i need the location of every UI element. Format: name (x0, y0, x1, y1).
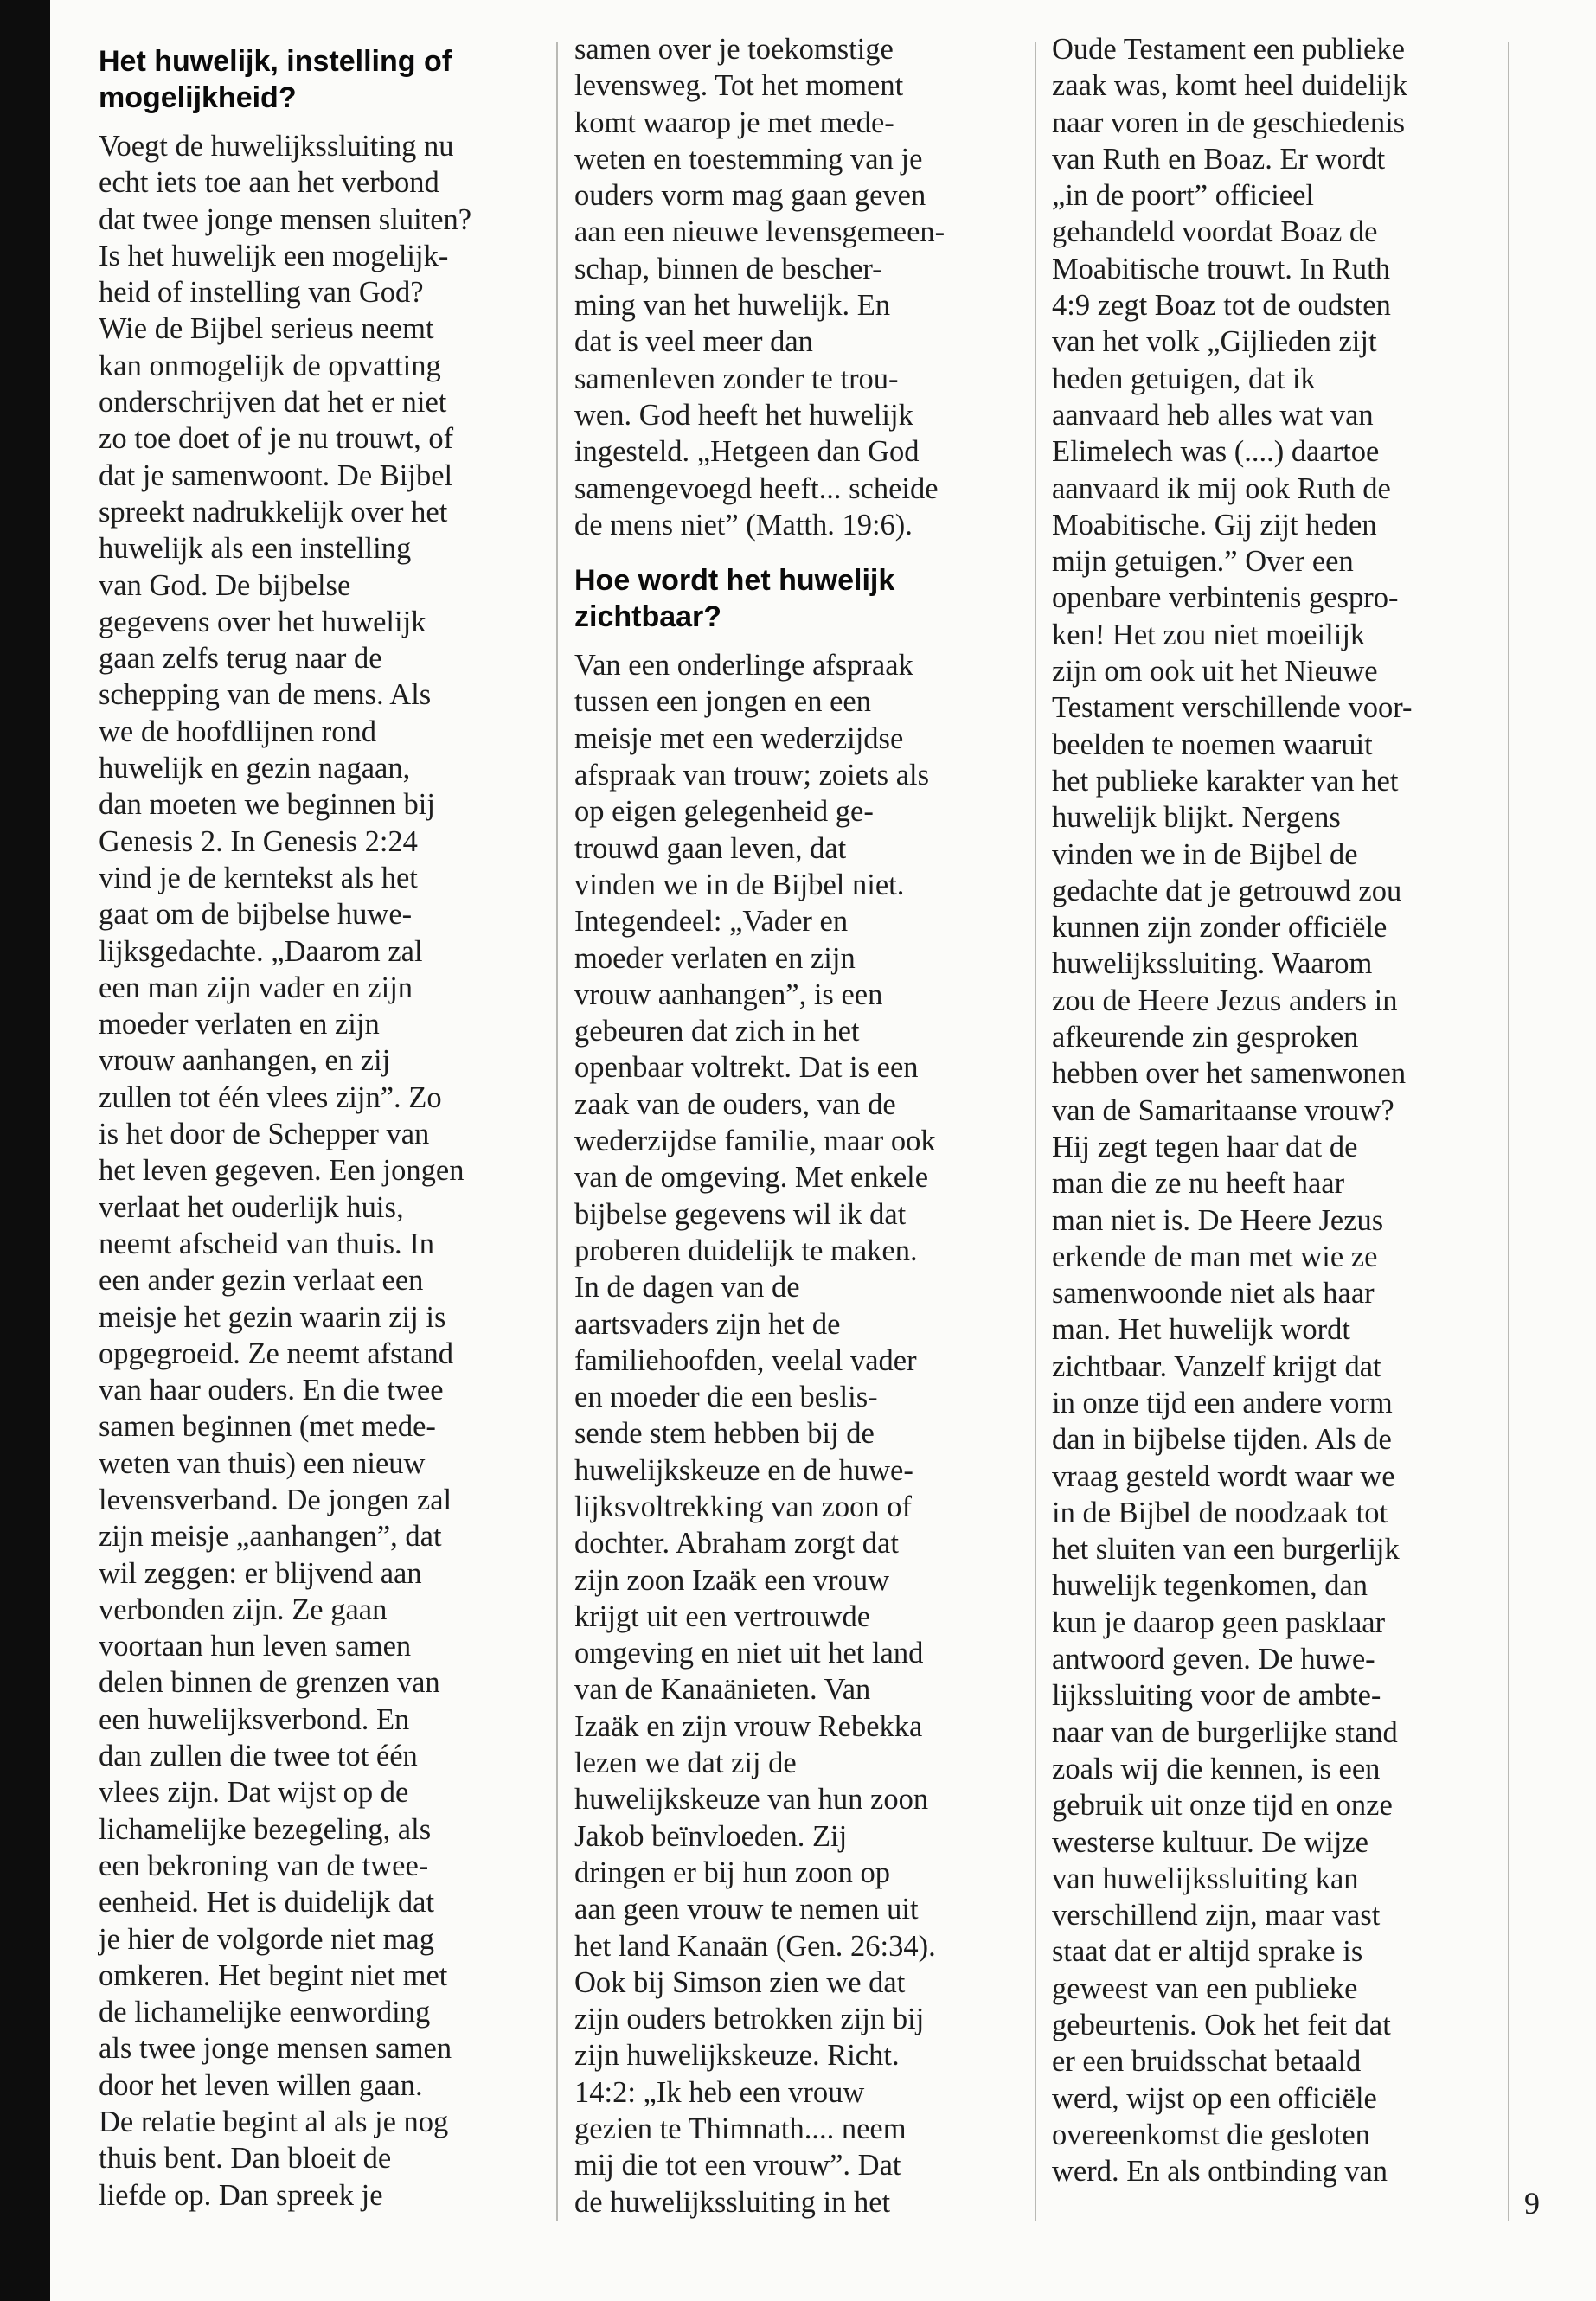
text-line: antwoord geven. De huwe- (1052, 1643, 1375, 1676)
text-line: als twee jonge mensen samen (99, 2032, 452, 2066)
text-line: in de Bijbel de noodzaak tot (1052, 1496, 1388, 1529)
text-line: huwelijkskeuze en de huwe- (574, 1453, 913, 1487)
text-line: tussen een jongen en een (574, 685, 871, 719)
text-line: westerse kultuur. De wijze (1052, 1825, 1368, 1859)
column-divider (1508, 42, 1509, 2221)
text-line: kun je daarop geen pasklaar (1052, 1606, 1386, 1639)
text-line: Genesis 2. In Genesis 2:24 (99, 824, 418, 858)
text-column-2 (574, 31, 1024, 2221)
text-line: De relatie begint al als je nog (99, 2106, 449, 2139)
text-line: naar voren in de geschiedenis (1052, 106, 1406, 139)
text-line: delen binnen de grenzen van (99, 1666, 440, 1700)
text-line: hebben over het samenwonen (1052, 1057, 1407, 1091)
text-line: ingesteld. „Hetgeen dan God (574, 435, 920, 469)
text-line: erkende de man met wie ze (1052, 1240, 1378, 1273)
text-line: zullen tot één vlees zijn”. Zo (99, 1080, 442, 1114)
text-line: de huwelijkssluiting in het (574, 2185, 891, 2219)
text-line: geweest van een publieke (1052, 1971, 1358, 2005)
text-line: van het volk „Gijlieden zijt (1052, 325, 1377, 359)
text-line: weten en toestemming van je (574, 142, 923, 176)
text-line: 14:2: „Ik heb een vrouw (574, 2075, 865, 2109)
text-line: zou de Heere Jezus anders in (1052, 984, 1398, 1017)
text-line: dat is veel meer dan (574, 325, 813, 359)
text-line: vinden we in de Bijbel de (1052, 837, 1358, 871)
text-line: Is het huwelijk een mogelijk- (99, 239, 449, 272)
text-line: van de omgeving. Met enkele (574, 1161, 929, 1195)
text-line: zijn meisje „aanhangen”, dat (99, 1520, 442, 1554)
text-line: huwelijk als een instelling (99, 532, 412, 566)
text-column-3 (1052, 31, 1502, 2190)
text-line: echt iets toe aan het verbond (99, 166, 439, 200)
text-line: levensverband. De jongen zal (99, 1483, 452, 1516)
text-line: werd. En als ontbinding van (1052, 2155, 1388, 2189)
text-line: in onze tijd een andere vorm (1052, 1386, 1393, 1420)
heading-line: Het huwelijk, instelling of (99, 45, 452, 78)
text-line: man niet is. De Heere Jezus (1052, 1203, 1384, 1237)
text-line: gaan zelfs terug naar de (99, 642, 382, 676)
text-line: staat dat er altijd sprake is (1052, 1935, 1363, 1969)
section-heading (99, 43, 548, 116)
text-line: naar van de burgerlijke stand (1052, 1715, 1398, 1749)
text-line: een man zijn vader en zijn (99, 971, 413, 1004)
text-line: omgeving en niet uit het land (574, 1637, 924, 1670)
body-text (99, 128, 548, 2214)
text-line: wederzijdse familie, maar ook (574, 1125, 936, 1158)
text-line: proberen duidelijk te maken. (574, 1234, 918, 1267)
text-line: In de dagen van de (574, 1271, 800, 1304)
text-line: Oude Testament een publieke (1052, 33, 1405, 66)
text-line: gezien te Thimnath.... neem (574, 2112, 907, 2146)
text-line: vrouw aanhangen, en zij (99, 1044, 391, 1078)
text-line: van Ruth en Boaz. Er wordt (1052, 142, 1386, 176)
page-number: 9 (1524, 2186, 1540, 2221)
column-divider (556, 42, 558, 2221)
text-line: van de Kanaänieten. Van (574, 1673, 871, 1707)
text-line: het leven gegeven. Een jongen (99, 1154, 465, 1188)
text-line: ken! Het zou niet moeilijk (1052, 618, 1366, 651)
text-line: van God. De bijbelse (99, 568, 351, 602)
text-line: meisje met een wederzijdse (574, 721, 904, 755)
text-line: eenheid. Het is duidelijk dat (99, 1886, 435, 1920)
text-line: de lichamelijke eenwording (99, 1996, 431, 2029)
text-line: gaat om de bijbelse huwe- (99, 898, 413, 932)
text-line: overeenkomst die gesloten (1052, 2118, 1370, 2151)
body-text (574, 647, 1024, 2221)
text-line: samenleven zonder te trou- (574, 362, 899, 395)
text-line: dochter. Abraham zorgt dat (574, 1527, 899, 1561)
text-line: huwelijkskeuze van hun zoon (574, 1783, 929, 1817)
column-divider (1035, 42, 1036, 2221)
text-line: wen. God heeft het huwelijk (574, 398, 913, 432)
text-line: op eigen gelegenheid ge- (574, 795, 874, 829)
text-line: Van een onderlinge afspraak (574, 649, 913, 683)
text-line: schepping van de mens. Als (99, 678, 432, 712)
text-line: verbonden zijn. Ze gaan (99, 1593, 388, 1626)
text-line: vlees zijn. Dat wijst op de (99, 1776, 409, 1810)
text-line: lijksvoltrekking van zoon of (574, 1490, 912, 1523)
heading-line: Hoe wordt het huwelijk (574, 564, 895, 598)
text-line: mij die tot een vrouw”. Dat (574, 2149, 901, 2182)
text-line: het land Kanaän (Gen. 26:34). (574, 1929, 936, 1963)
text-line: vraag gesteld wordt waar we (1052, 1459, 1395, 1493)
text-line: zijn zoon Izaäk een vrouw (574, 1563, 890, 1597)
text-line: gegevens over het huwelijk (99, 605, 426, 638)
text-line: heden getuigen, dat ik (1052, 362, 1316, 395)
text-line: thuis bent. Dan bloeit de (99, 2142, 392, 2176)
text-line: liefde op. Dan spreek je (99, 2178, 383, 2212)
text-line: zijn ouders betrokken zijn bij (574, 2003, 925, 2036)
text-line: zichtbaar. Vanzelf krijgt dat (1052, 1349, 1381, 1383)
text-line: samen over je toekomstige (574, 33, 894, 66)
text-line: wil zeggen: er blijvend aan (99, 1556, 422, 1590)
section-heading (574, 562, 1024, 635)
text-line: schap, binnen de bescher- (574, 252, 882, 285)
text-line: onderschrijven dat het er niet (99, 386, 447, 420)
text-line: Ook bij Simson zien we dat (574, 1965, 906, 1999)
text-line: het sluiten van een burgerlijk (1052, 1533, 1400, 1567)
text-line: samengevoegd heeft... scheide (574, 471, 939, 505)
text-line: Jakob beïnvloeden. Zij (574, 1819, 848, 1853)
text-line: beelden te noemen waaruit (1052, 727, 1373, 761)
text-line: samen beginnen (met mede- (99, 1410, 436, 1444)
text-line: vind je de kerntekst als het (99, 861, 418, 894)
text-line: werd, wijst op een officiële (1052, 2081, 1377, 2115)
text-line: Testament verschillende voor- (1052, 691, 1413, 725)
text-line: meisje het gezin waarin zij is (99, 1300, 446, 1334)
text-line: je hier de volgorde niet mag (99, 1922, 434, 1956)
text-line: ouders vorm mag gaan geven (574, 179, 926, 213)
text-line: omkeren. Het begint niet met (99, 1958, 448, 1992)
text-line: het publieke karakter van het (1052, 764, 1399, 798)
text-line: samenwoonde niet als haar (1052, 1277, 1375, 1311)
text-line: komt waarop je met mede- (574, 106, 894, 139)
text-line: Moabitische trouwt. In Ruth (1052, 252, 1390, 285)
text-line: door het leven willen gaan. (99, 2068, 423, 2102)
text-line: aanvaard heb alles wat van (1052, 398, 1374, 432)
text-line: krijgt uit een vertrouwde (574, 1599, 871, 1633)
text-line: familiehoofden, veelal vader (574, 1343, 917, 1377)
text-line: van huwelijkssluiting kan (1052, 1862, 1359, 1895)
text-line: een bekroning van de twee- (99, 1849, 429, 1882)
text-line: huwelijkssluiting. Waarom (1052, 947, 1373, 981)
text-line: sende stem hebben bij de (574, 1417, 875, 1451)
text-line: zo toe doet of je nu trouwt, of (99, 422, 454, 456)
text-line: man die ze nu heeft haar (1052, 1167, 1345, 1201)
text-line: aartsvaders zijn het de (574, 1307, 841, 1341)
text-line: trouwd gaan leven, dat (574, 831, 847, 865)
text-line: Wie de Bijbel serieus neemt (99, 312, 434, 346)
text-line: afspraak van trouw; zoiets als (574, 759, 930, 792)
text-line: de mens niet” (Matth. 19:6). (574, 508, 913, 542)
text-line: heid of instelling van God? (99, 276, 424, 310)
text-line: openbaar voltrekt. Dat is een (574, 1051, 919, 1085)
text-line: dringen er bij hun zoon op (574, 1856, 891, 1889)
text-line: openbare verbintenis gespro- (1052, 581, 1399, 615)
text-line: gebeuren dat zich in het (574, 1015, 860, 1048)
text-line: man. Het huwelijk wordt (1052, 1313, 1350, 1347)
text-line: van haar ouders. En die twee (99, 1374, 444, 1407)
text-line: Elimelech was (....) daartoe (1052, 435, 1380, 469)
body-text (574, 31, 1024, 543)
text-line: „in de poort” officieel (1052, 179, 1315, 213)
text-line: Integendeel: „Vader en (574, 905, 849, 939)
text-line: huwelijk blijkt. Nergens (1052, 801, 1341, 835)
text-line: verlaat het ouderlijk huis, (99, 1190, 404, 1224)
text-line: aan een nieuwe levensgemeen- (574, 215, 945, 249)
text-line: mijn getuigen.” Over een (1052, 545, 1354, 579)
text-line: weten van thuis) een nieuw (99, 1446, 426, 1480)
text-line: aan geen vrouw te nemen uit (574, 1893, 919, 1926)
text-line: vinden we in de Bijbel niet. (574, 868, 905, 901)
text-line: vrouw aanhangen”, is een (574, 977, 883, 1011)
text-line: huwelijk tegenkomen, dan (1052, 1569, 1368, 1603)
text-line: lichamelijke bezegeling, als (99, 1812, 432, 1846)
text-line: kan onmogelijk de opvatting (99, 349, 441, 382)
text-line: van de Samaritaanse vrouw? (1052, 1093, 1394, 1127)
text-line: zijn huwelijkskeuze. Richt. (574, 2039, 900, 2073)
text-line: lijkssluiting voor de ambte- (1052, 1679, 1381, 1713)
text-line: zaak was, komt heel duidelijk (1052, 69, 1408, 103)
text-line: een ander gezin verlaat een (99, 1264, 424, 1298)
text-line: kunnen zijn zonder officiële (1052, 911, 1388, 945)
text-line: dan in bijbelse tijden. Als de (1052, 1423, 1392, 1457)
text-line: dat twee jonge mensen sluiten? (99, 202, 472, 236)
text-line: een huwelijksverbond. En (99, 1702, 410, 1736)
text-line: spreekt nadrukkelijk over het (99, 495, 448, 529)
text-line: huwelijk en gezin nagaan, (99, 752, 411, 785)
text-line: afkeurende zin gesproken (1052, 1021, 1359, 1054)
text-line: Voegt de huwelijkssluiting nu (99, 130, 454, 163)
text-column-1 (99, 31, 548, 2214)
text-line: ming van het huwelijk. En (574, 289, 891, 323)
text-line: dan moeten we beginnen bij (99, 788, 435, 822)
text-line: bijbelse gegevens wil ik dat (574, 1197, 907, 1231)
text-line: er een bruidsschat betaald (1052, 2045, 1362, 2079)
text-line: Hij zegt tegen haar dat de (1052, 1130, 1358, 1163)
text-line: Izaäk en zijn vrouw Rebekka (574, 1709, 923, 1743)
text-line: is het door de Schepper van (99, 1118, 430, 1151)
text-line: gehandeld voordat Boaz de (1052, 215, 1378, 249)
text-line: neemt afscheid van thuis. In (99, 1227, 435, 1260)
text-line: zaak van de ouders, van de (574, 1087, 896, 1121)
heading-line: mogelijkheid? (99, 81, 297, 114)
text-line: gebeurtenis. Ook het feit dat (1052, 2009, 1391, 2042)
text-line: verschillend zijn, maar vast (1052, 1899, 1381, 1932)
text-line: levensweg. Tot het moment (574, 69, 904, 103)
text-line: zijn om ook uit het Nieuwe (1052, 655, 1378, 689)
text-line: gedachte dat je getrouwd zou (1052, 874, 1402, 907)
text-line: dat je samenwoont. De Bijbel (99, 458, 453, 492)
heading-line: zichtbaar? (574, 600, 722, 634)
text-line: moeder verlaten en zijn (99, 1008, 380, 1042)
text-line: dan zullen die twee tot één (99, 1740, 418, 1773)
text-line: voortaan hun leven samen (99, 1630, 412, 1663)
page-binding-edge (0, 0, 50, 2301)
text-line: zoals wij die kennen, is een (1052, 1752, 1381, 1785)
text-line: 4:9 zegt Boaz tot de oudsten (1052, 289, 1391, 323)
text-line: gebruik uit onze tijd en onze (1052, 1789, 1393, 1823)
body-text (1052, 31, 1502, 2190)
text-line: Moabitische. Gij zijt heden (1052, 508, 1377, 542)
text-line: en moeder die een beslis- (574, 1381, 878, 1414)
text-line: lijksgedachte. „Daarom zal (99, 934, 423, 968)
text-line: lezen we dat zij de (574, 1747, 797, 1780)
text-line: moeder verlaten en zijn (574, 941, 856, 975)
text-line: aanvaard ik mij ook Ruth de (1052, 471, 1391, 505)
text-line: we de hoofdlijnen rond (99, 715, 376, 748)
text-line: opgegroeid. Ze neemt afstand (99, 1336, 454, 1370)
